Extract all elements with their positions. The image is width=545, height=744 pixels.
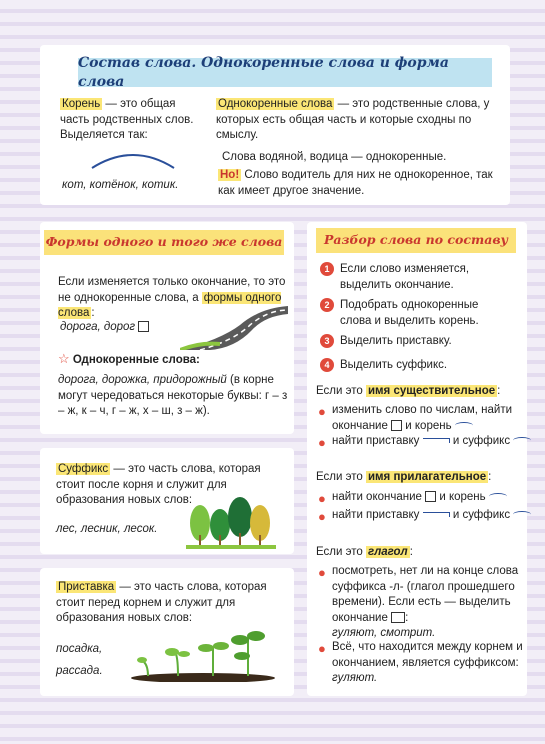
step-text: Выделить суффикс. [340,359,448,372]
step-text: Если слово изменяется, выделить окончание. [340,263,470,291]
star-title-text: Однокоренные слова: [72,354,200,366]
prefix-example-2: рассада. [56,665,103,677]
adj-highlight: имя прилагательное [367,471,487,483]
star-title [58,350,200,369]
trees-icon [186,495,276,550]
noun-item-1 [318,403,537,434]
adj-item-1 [318,490,537,506]
ending-box-icon [425,491,436,502]
ending-box-icon [391,612,405,623]
forms-example-text: дорога, дорог [60,321,136,333]
step-3 [320,334,520,350]
verb-item-text: Всё, что находится между корнем и окончанием, является суффиксом: [332,641,523,669]
noun-item-text: и суффикс [449,435,511,447]
star-text [58,373,288,420]
root-arc-icon [88,148,178,170]
root-definition [60,97,200,144]
verb-item-example: гуляют, смотрит. [332,627,436,640]
adj-post: : [488,471,492,483]
step-number: 2 [320,298,334,312]
cognates-def: — это родственные слова, у которых есть общая часть и которые сходны по смыслу. [216,98,490,142]
adj-item-text: найти приставку [332,509,420,521]
root-arc-icon [489,493,507,500]
verb-post: : [409,546,413,558]
star-icon: ☆ [58,351,70,366]
noun-item-text: и корень [402,419,452,432]
suffix-arc-icon [513,437,531,444]
cognates-example: Слова водяной, водица — однокоренные. [222,151,447,163]
prefix-def: — это часть слова, которая стоит перед корнем и служит для образования новых слов: [56,581,267,625]
step-2 [320,298,520,329]
forms-text-a: Если изменяется только окончание, то это не однокоренные слова, а [58,276,286,304]
forms-example [60,320,149,336]
adj-heading [316,470,491,486]
adj-pre: Если это [316,471,366,483]
prefix-example-1: посадка, [56,643,103,655]
step-text: Выделить приставку. [340,335,452,348]
prefix-term: Приставка [58,581,115,593]
noun-item-text: найти приставку [332,435,420,447]
prefix-definition [56,580,286,627]
bullet-icon: ● [318,641,326,656]
verb-item-2 [318,640,537,687]
root-def: — это общая часть родственных слов. Выделяется так: [60,98,194,142]
noun-highlight: имя существительное [367,385,496,397]
road-icon [180,300,288,350]
noun-item-text: изменить слово по числам, найти окончание [332,404,513,432]
prefix-mark-icon [423,512,450,517]
bullet-icon: ● [318,509,326,524]
step-1 [320,262,520,293]
root-arc-icon [455,422,473,429]
star-text-rest: (в корне могут чередоваться некоторые буквы: г – з – ж, к – ч, г – ж, х – ш, з – ж). [58,374,288,418]
step-4 [320,358,520,374]
verb-item-example: гуляют. [332,672,378,685]
adj-item-2 [318,508,537,524]
step-text: Подобрать однокоренные слова и выделить корень. [340,299,479,327]
warning-label: Но! [220,169,240,181]
suffix-def: — это часть слова, которая стоит после корня и служит для образования новых слов: [56,463,261,507]
adj-item-text: и корень [436,491,486,503]
verb-pre: Если это [316,546,366,558]
verb-heading [316,545,413,561]
step-number: 3 [320,334,334,348]
verb-item-1: ● посмотреть, нет ли на конце слова суффикса -л- (глагол прошедшего времени). Если есть — выделить окончание : гуляют, смотрит. [318,565,519,640]
step-number: 1 [320,262,334,276]
bullet-icon: ● [318,435,326,450]
cognates-warning [218,168,503,199]
root-examples: кот, котёнок, котик. [62,179,179,191]
forms-text-highlight: формы одного слова [58,291,282,320]
verb-item-text: посмотреть, нет ли на конце слова суффикса -л- (глагол прошедшего времени). Если есть — выделить окончание [332,565,519,624]
ending-box-icon [138,321,149,332]
noun-post: : [497,385,501,397]
verb-highlight: глагол [367,546,408,558]
step-number: 4 [320,358,334,372]
root-term: Корень [62,98,101,110]
prefix-mark-icon [423,438,450,443]
star-words: дорога, дорожка, придорожный [58,374,227,386]
bullet-icon: ● [318,491,326,506]
parse-ribbon: Разбор слова по составу [316,228,516,253]
suffix-term: Суффикс [58,463,109,475]
adj-item-text: найти окончание [332,491,422,503]
warning-text: Слово водитель для них не однокоренное, так как имеет другое значение. [218,169,493,197]
suffix-arc-icon [513,511,531,518]
ending-box-icon [391,420,402,431]
suffix-examples: лес, лесник, лесок. [56,523,158,535]
noun-pre: Если это [316,385,366,397]
noun-item-2 [318,434,537,450]
adj-item-text: и суффикс [449,509,511,521]
noun-heading [316,384,500,400]
forms-text-b: : [91,307,95,320]
cognates-definition [216,97,501,144]
page-title: Состав слова. Однокоренные слова и форма слова [78,58,492,87]
bullet-icon: ● [318,565,326,580]
forms-ribbon: Формы одного и того же слова [44,230,284,255]
sprouts-icon [128,628,278,682]
cognates-term: Однокоренные слова [218,98,333,110]
bullet-icon: ● [318,404,326,419]
